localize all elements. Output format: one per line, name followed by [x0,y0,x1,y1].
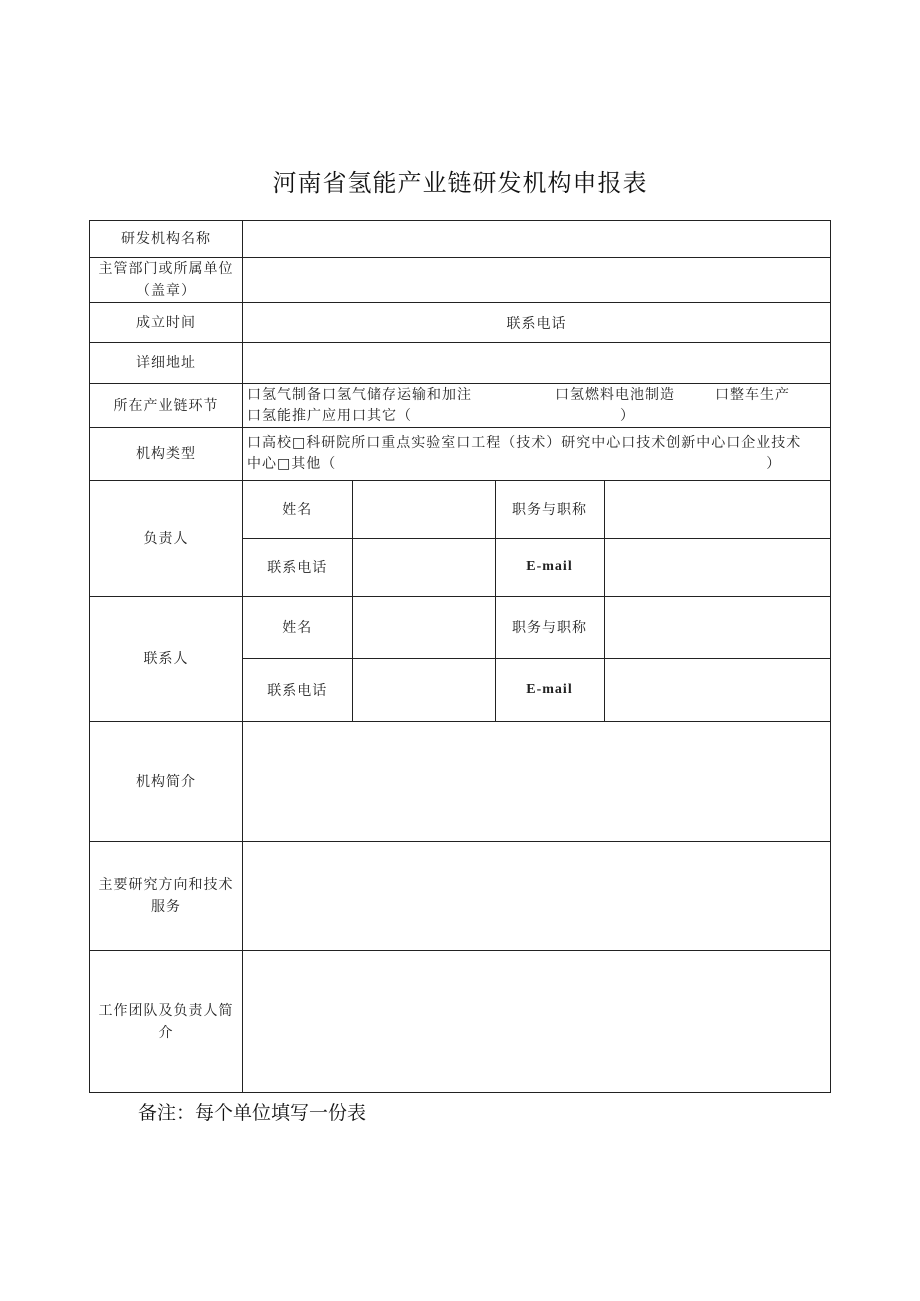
research-label-line1: 主要研究方向和技术 [98,877,234,893]
row-address [90,343,831,384]
contact-phone-label-cell: 联系电话 [243,658,352,721]
founded-phone-field[interactable] [243,303,831,343]
leader-email-label: E-mail [495,538,604,596]
contact-person-label: 联系人 [90,597,243,722]
institution-intro-field[interactable] [243,722,831,842]
contact-details [243,597,831,722]
institution-type-options [243,428,831,481]
application-form-table [89,220,831,1093]
contact-email-field[interactable] [604,658,830,721]
contact-email-label: E-mail [495,658,604,721]
page-title: 河南省氢能产业链研发机构申报表 [272,169,648,197]
team-intro-label [90,951,243,1093]
contact-phone-field[interactable] [352,658,495,721]
industry-chain-label: 所在产业链环节 [90,384,243,428]
institution-name-label: 研发机构名称 [90,221,243,258]
leader-name-label: 姓名 [243,481,352,538]
leader-title-label: 职务与职称 [495,481,604,538]
research-label-line2: 服务 [151,899,181,915]
contact-subtable [243,597,830,721]
leader-title-field[interactable] [604,481,830,538]
contact-name-label: 姓名 [243,597,352,658]
department-label [90,258,243,303]
leader-email-field[interactable] [604,538,830,596]
row-industry-chain [90,384,831,428]
department-field[interactable] [243,258,831,303]
research-direction-label [90,842,243,951]
institution-intro-label: 机构简介 [90,722,243,842]
department-label-line2: （盖章） [136,283,196,299]
row-department [90,258,831,303]
chain-option-application-other[interactable]: 口氢能推广应用口其它（ [247,407,412,424]
leader-details [243,481,831,597]
team-label-line2: 介 [158,1024,174,1041]
chain-other-close: ） [620,407,635,424]
leader-name-field[interactable] [352,481,495,538]
chain-option-vehicle[interactable]: 口整车生产 [715,386,790,403]
row-team [90,951,831,1093]
industry-chain-options [243,384,831,428]
institution-name-field[interactable] [243,221,831,258]
type-other-close: ） [766,456,782,472]
type-options-line1[interactable]: 口高校□科研院所口重点实验室口工程（技术）研究中心口技术创新中心口企业技术 [247,435,802,451]
row-institution-name [90,221,831,258]
team-label-line1: 工作团队及负责人简 [98,1002,234,1019]
type-option-other[interactable]: 中心□其他（ [247,456,337,472]
row-contact [90,597,831,722]
address-label: 详细地址 [90,343,243,384]
founded-label: 成立时间 [90,303,243,343]
row-leader [90,481,831,597]
contact-phone-label: 联系电话 [506,315,567,332]
row-research [90,842,831,951]
leader-subtable [243,481,830,596]
leader-phone-field[interactable] [352,538,495,596]
footnote: 备注：每个单位填写一份表 [138,1102,367,1124]
contact-name-field[interactable] [352,597,495,658]
contact-title-label: 职务与职称 [495,597,604,658]
research-direction-field[interactable] [243,842,831,951]
team-intro-field[interactable] [243,951,831,1093]
address-field[interactable] [243,343,831,384]
department-label-line1: 主管部门或所属单位 [98,261,234,277]
chain-option-fuel-cell[interactable]: 口氢燃料电池制造 [555,386,675,403]
leader-phone-label: 联系电话 [243,538,352,596]
institution-type-label: 机构类型 [90,428,243,481]
row-institution-type [90,428,831,481]
chain-option-production-storage[interactable]: 口氢气制备口氢气储存运输和加注 [247,386,472,403]
leader-label: 负责人 [90,481,243,597]
row-intro [90,722,831,842]
row-founded [90,303,831,343]
contact-title-field[interactable] [604,597,830,658]
